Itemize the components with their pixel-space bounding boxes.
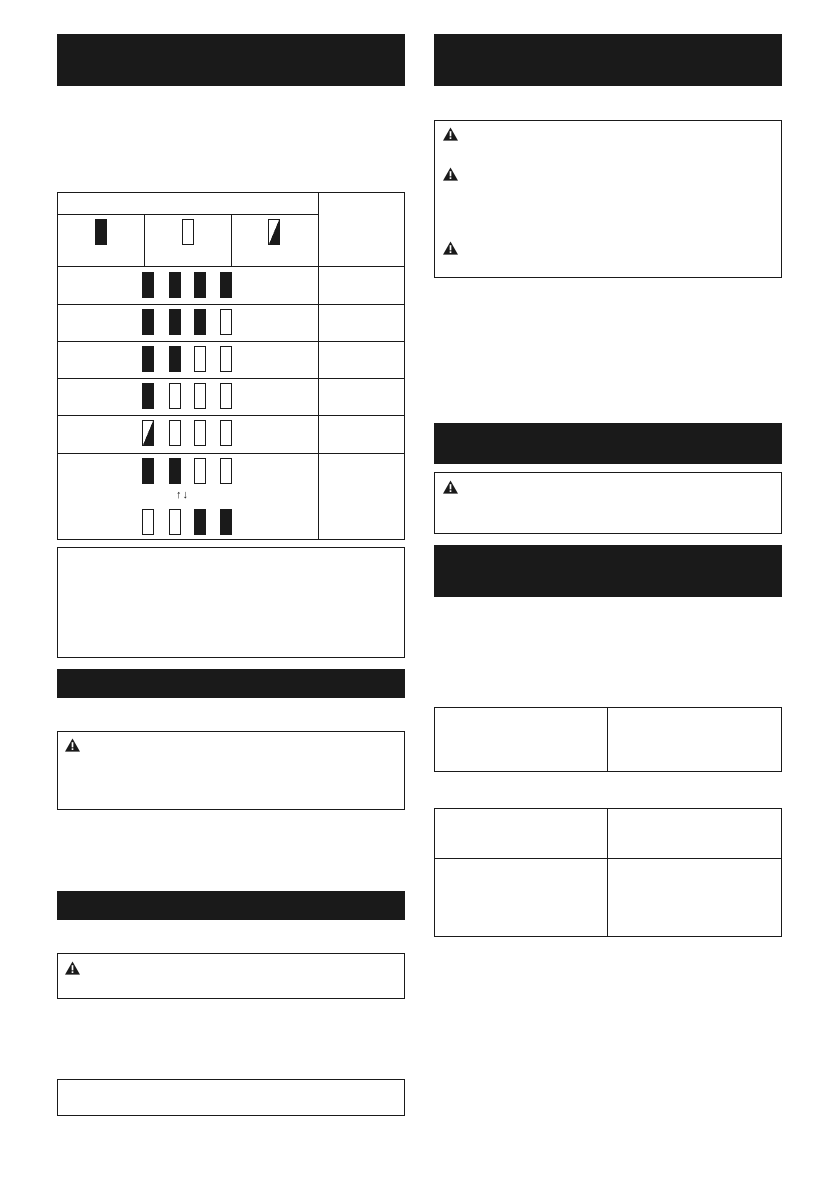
indicator-lamp xyxy=(142,346,154,372)
indicator-lamp xyxy=(169,383,181,409)
indicator-lamp xyxy=(169,509,181,535)
indicator-lamp xyxy=(169,458,181,484)
indicator-lamp xyxy=(169,346,181,372)
section-heading-bar xyxy=(57,891,405,920)
indicator-lamp xyxy=(194,383,206,409)
indicator-lamp xyxy=(220,420,232,446)
indicator-lamp xyxy=(142,458,154,484)
table-divider xyxy=(318,193,319,539)
indicator-lamp xyxy=(220,383,232,409)
arrows-icon: ↑↓ xyxy=(176,489,189,501)
section-heading-bar xyxy=(434,545,782,597)
table-divider xyxy=(58,378,404,379)
warning-box xyxy=(57,731,405,810)
warning-triangle-icon xyxy=(65,738,80,752)
warning-triangle-icon xyxy=(443,127,458,141)
indicator-lamp xyxy=(220,509,232,535)
table-divider xyxy=(607,809,608,936)
off-lamp-icon xyxy=(182,219,194,245)
blinking-lamp-icon xyxy=(268,219,280,245)
indicator-lamp xyxy=(220,458,232,484)
indicator-lamp xyxy=(194,346,206,372)
warning-triangle-icon xyxy=(443,167,458,181)
section-heading-bar xyxy=(57,34,405,86)
indicator-lamp xyxy=(142,509,154,535)
indicator-lamp xyxy=(220,309,232,335)
indicator-lamp xyxy=(169,309,181,335)
note-box xyxy=(57,547,405,658)
indicator-lamp xyxy=(220,346,232,372)
lit-lamp-icon xyxy=(95,219,107,245)
table-divider xyxy=(58,415,404,416)
table-divider xyxy=(58,304,404,305)
indicator-lamp xyxy=(142,383,154,409)
battery-indicator-table xyxy=(57,192,405,540)
table-divider xyxy=(435,858,781,859)
note-box xyxy=(57,1079,405,1116)
indicator-lamp xyxy=(194,458,206,484)
warning-box xyxy=(434,472,782,534)
section-heading-bar xyxy=(434,423,782,464)
indicator-lamp xyxy=(194,272,206,298)
section-heading-bar xyxy=(57,669,405,698)
section-heading-bar xyxy=(434,34,782,86)
warning-box xyxy=(434,120,782,278)
indicator-lamp xyxy=(194,309,206,335)
table-divider xyxy=(231,214,232,266)
spec-table xyxy=(434,808,782,937)
indicator-lamp xyxy=(169,272,181,298)
table-divider xyxy=(144,214,145,266)
indicator-lamp xyxy=(142,272,154,298)
warning-box xyxy=(57,953,405,999)
table-divider xyxy=(607,708,608,771)
table-divider xyxy=(58,214,318,215)
warning-triangle-icon xyxy=(443,241,458,255)
table-divider xyxy=(58,341,404,342)
table-divider xyxy=(58,266,404,267)
indicator-lamp xyxy=(142,420,154,446)
indicator-lamp xyxy=(194,420,206,446)
indicator-lamp xyxy=(142,309,154,335)
indicator-lamp xyxy=(169,420,181,446)
table-divider xyxy=(58,453,404,454)
indicator-lamp xyxy=(194,509,206,535)
indicator-lamp xyxy=(220,272,232,298)
spec-table xyxy=(434,707,782,772)
warning-triangle-icon xyxy=(65,961,80,975)
warning-triangle-icon xyxy=(443,480,458,494)
